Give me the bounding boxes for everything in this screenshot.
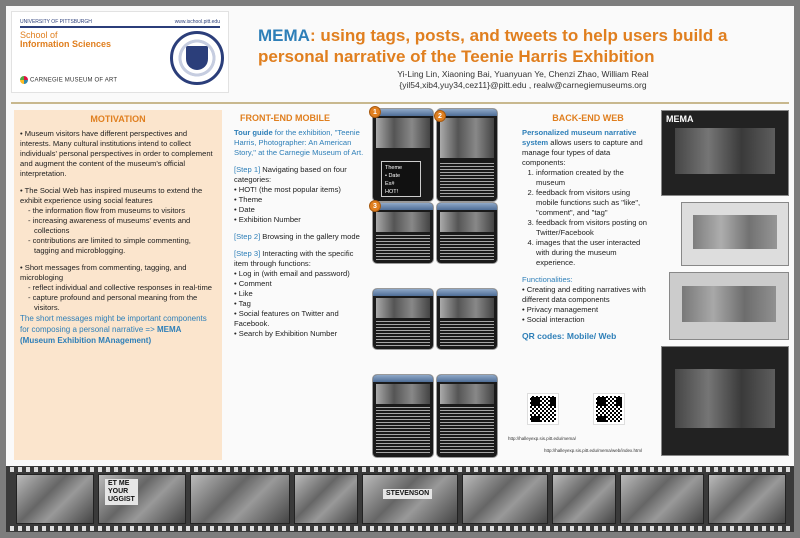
logos-panel (11, 11, 229, 93)
back-intro-bold: Personalized museum narrative system (522, 128, 637, 147)
pitt-url: www.ischool.pitt.edu (174, 19, 220, 25)
cmoa-logo (20, 76, 117, 84)
title-accent: MEMA (258, 26, 310, 45)
functionalities-list (522, 285, 654, 325)
school-line2: Information Sciences (20, 39, 112, 49)
step3-label: [Step 3] (234, 249, 261, 258)
pitt-name: UNIVERSITY OF PITTSBURGH (20, 19, 92, 25)
film-photo (98, 474, 186, 524)
step2-label: [Step 2] (234, 232, 261, 241)
step3-desc: Interacting with the specific item through functions: (234, 249, 354, 268)
step1-label: [Step 1] (234, 165, 261, 174)
cmoa-mark-icon (20, 76, 28, 84)
mema-label: MEMA (666, 114, 694, 124)
step3-item: • Search by Exhibition Number (234, 329, 338, 338)
back-intro (522, 128, 654, 168)
step3-item: • Tag (234, 299, 251, 308)
step1-text (234, 165, 366, 185)
back-intro-rest: allows users to capture and manage four types of data components: (522, 138, 643, 167)
qr-title: QR codes: Mobile/ Web (522, 331, 617, 341)
menu-item: • Date (385, 173, 401, 179)
list-item: • Social interaction (522, 315, 654, 325)
category-menu (381, 161, 421, 197)
film-photo (620, 474, 704, 524)
qr-code-mobile[interactable] (528, 394, 558, 424)
step3-item: • Like (234, 289, 253, 298)
url-web[interactable]: http://halleyexp.sis.pitt.edu/mema/web/index.html (544, 448, 643, 453)
front-end-panel (230, 110, 370, 460)
authors-block (258, 69, 788, 91)
step1-item: • Exhibition Number (234, 215, 301, 224)
title-rest: : using tags, posts, and tweets to help users build a personal narrative of the Teenie Harris Exhibition (258, 26, 728, 66)
step2-desc: Browsing in the gallery mode (260, 232, 360, 241)
motivation-p2-sub: - the information flow from museums to visitors (28, 206, 185, 215)
film-sign: ET ME YOUR UGGIST (105, 479, 138, 505)
list-item: 3. feedback from visitors posting on Twitter/Facebook (536, 218, 654, 238)
menu-item: Ex# (385, 181, 395, 187)
functionalities-title: Functionalities: (522, 275, 573, 284)
step3-item: • Social features on Twitter and Facebook. (234, 309, 339, 328)
phone-screen (372, 202, 434, 264)
web-screen (681, 202, 789, 266)
poster (6, 6, 794, 532)
step1-item: • Theme (234, 195, 263, 204)
phone-screen-menu (372, 108, 434, 202)
phone-screen-gallery (436, 108, 498, 202)
film-strip (6, 466, 794, 532)
step-badge: 1 (369, 106, 381, 118)
web-screen (669, 272, 789, 340)
back-end-title: BACK-END WEB (552, 113, 624, 123)
step3-item: • Comment (234, 279, 272, 288)
menu-item: HOT! (385, 189, 399, 195)
step-badge: 3 (369, 200, 381, 212)
list-item: • Creating and editing narratives with different data components (522, 285, 654, 305)
list-item: 1. information created by the museum (536, 168, 654, 188)
highlight-bold: MEMA (Museum Exhibition MAnagement) (20, 325, 182, 345)
web-screen-narrative (661, 346, 789, 456)
step1-item: • Date (234, 205, 255, 214)
step1-item: • HOT! (the most popular items) (234, 185, 341, 194)
step3-text (234, 249, 366, 269)
front-end-title: FRONT-END MOBILE (240, 113, 330, 123)
motivation-highlight (20, 313, 216, 346)
url-mobile[interactable]: http://halleyexp.sis.pitt.edu/mema/ (508, 436, 577, 441)
school-logo (20, 31, 111, 49)
phone-screen (436, 374, 498, 458)
motivation-p2-sub: - contributions are limited to simple commenting, tagging and microblogging. (28, 236, 191, 255)
phone-screenshots (372, 106, 500, 462)
highlight-prefix: The short messages might be important components for composing a personal narrative => (20, 314, 207, 334)
author-names: Yi-Ling Lin, Xiaoning Bai, Yuanyuan Ye, Chenzi Zhao, William Real (397, 69, 649, 79)
motivation-panel (14, 110, 222, 460)
phone-screen (436, 288, 498, 350)
motivation-title: MOTIVATION (90, 114, 146, 124)
step2-text (234, 232, 366, 242)
film-photo (708, 474, 786, 524)
motivation-p1: • Museum visitors have different perspectives and interests. Many cultural institutions intend to collect individuals' personal perspectives in order to complement and augment the content of the museum's official interpretation. (20, 129, 213, 178)
film-photo (462, 474, 548, 524)
step-badge: 2 (434, 110, 446, 122)
cmoa-name: CARNEGIE MUSEUM OF ART (30, 77, 118, 84)
tour-bold: Tour guide (234, 128, 273, 137)
menu-item: Theme (385, 165, 403, 171)
motivation-p2: • The Social Web has inspired museums to extend the exhibit experience using social features (20, 186, 203, 205)
step1-desc: Navigating based on four categories: (234, 165, 347, 184)
qr-code-web[interactable] (594, 394, 624, 424)
film-sign: STEVENSON (383, 489, 432, 499)
data-components-list (522, 168, 654, 268)
list-item: • Privacy management (522, 305, 654, 315)
film-photo (190, 474, 290, 524)
tour-rest: for the exhibition, "Teenie Harris, Photographer: An American Story," at the Carnegie Museum of Art. (234, 128, 364, 157)
pitt-header-bar (20, 20, 220, 28)
motivation-p3-sub: - capture profound and personal meaning from the visitors. (28, 293, 198, 312)
phone-screen (436, 202, 498, 264)
phone-screen (372, 374, 434, 458)
school-line1: School of (20, 30, 58, 40)
author-emails: {yil54,xib4,yuy34,cez11}@pitt.edu , realw@carnegiemuseums.org (399, 80, 647, 90)
poster-title (258, 25, 788, 67)
web-screenshots (661, 106, 791, 462)
motivation-p3: • Short messages from commenting, tagging, and microbloging (20, 263, 187, 282)
motivation-p2-sub: - increasing awareness of museums' events and collections (28, 216, 191, 235)
list-item: 4. images that the user interacted with during the museum experience. (536, 238, 654, 268)
university-seal-icon (170, 31, 224, 85)
film-photo (294, 474, 358, 524)
web-screen-home (661, 110, 789, 196)
phone-screen (372, 288, 434, 350)
list-item: 2. feedback from visitors using mobile functions such as "like", "comment", and "tag" (536, 188, 654, 218)
motivation-p3-sub: - reflect individual and collective responses in real-time (28, 283, 213, 292)
film-photo (16, 474, 94, 524)
tour-guide-text (234, 128, 366, 158)
film-photo (552, 474, 616, 524)
film-photo (362, 474, 458, 524)
step3-item: • Log in (with email and password) (234, 269, 350, 278)
